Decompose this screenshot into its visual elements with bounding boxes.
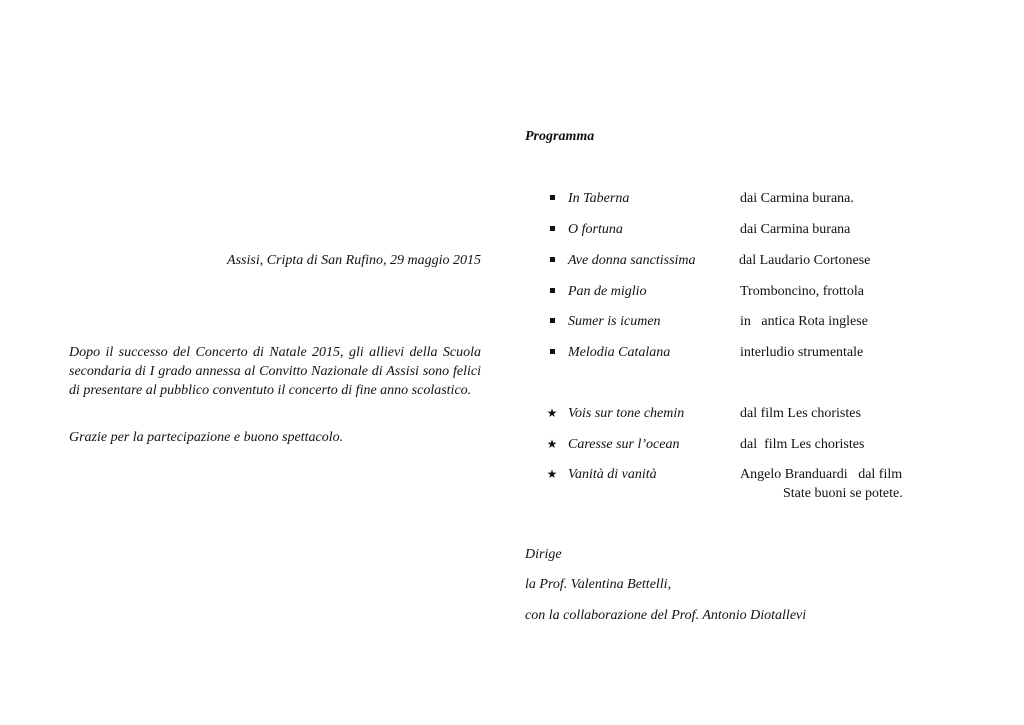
piece-title: O fortuna [568,222,623,237]
star-bullet-icon: ★ [546,406,558,420]
piece-title: In Taberna [568,191,630,206]
programme-item [525,253,1005,273]
programme-item [525,314,1005,334]
square-bullet-icon [545,222,559,238]
square-bullet-icon [545,284,559,300]
programme-item [525,345,1005,365]
piece-source: in antica Rota inglese [740,314,868,329]
piece-title: Pan de miglio [568,284,647,299]
star-bullet-icon: ★ [546,437,558,451]
piece-source: dal film Les choristes [740,437,865,452]
intro-paragraph: Dopo il successo del Concerto di Natale 2015, gli allievi della Scuola secondaria di I grado annessa al Convitto Nazionale di Assisi sono felici di presentare al pubblico conventuto il concerto di fine anno scolastico. [69,345,481,398]
dirige-label: Dirige [525,547,562,562]
piece-title: Melodia Catalana [568,345,671,360]
square-bullet-icon [545,345,559,361]
piece-title: Vois sur tone chemin [568,406,685,421]
piece-source-continuation: State buoni se potete. [783,486,903,501]
programme-item [525,284,1005,304]
piece-source: dal Laudario Cortonese [739,253,871,268]
square-bullet-icon [545,253,559,269]
programme-item [525,222,1005,242]
programme-item [525,467,1005,487]
collaboration-line: con la collaborazione del Prof. Antonio Diotallevi [525,608,807,623]
thanks-line: Grazie per la partecipazione e buono spettacolo. [69,430,344,445]
piece-source: dai Carmina burana [740,222,851,237]
programme-item [525,191,1005,211]
programme-title: Programma [525,129,595,144]
piece-source: dai Carmina burana. [740,191,854,206]
place-date: Assisi, Cripta di San Rufino, 29 maggio 2015 [227,253,481,268]
star-bullet-icon: ★ [546,467,558,481]
piece-source: Angelo Branduardi dal film [740,467,903,482]
square-bullet-icon [545,191,559,207]
square-bullet-icon [545,314,559,330]
piece-title: Ave donna sanctissima [568,253,696,268]
piece-title: Caresse sur l’ocean [568,437,680,452]
piece-title: Sumer is icumen [568,314,661,329]
piece-source: interludio strumentale [740,345,864,360]
programme-item [525,437,1005,457]
conductor-name: la Prof. Valentina Bettelli, [525,577,672,592]
piece-source: dal film Les choristes [740,406,861,421]
programme-item [525,406,1005,426]
piece-source: Tromboncino, frottola [740,284,864,299]
piece-title: Vanità di vanità [568,467,657,482]
